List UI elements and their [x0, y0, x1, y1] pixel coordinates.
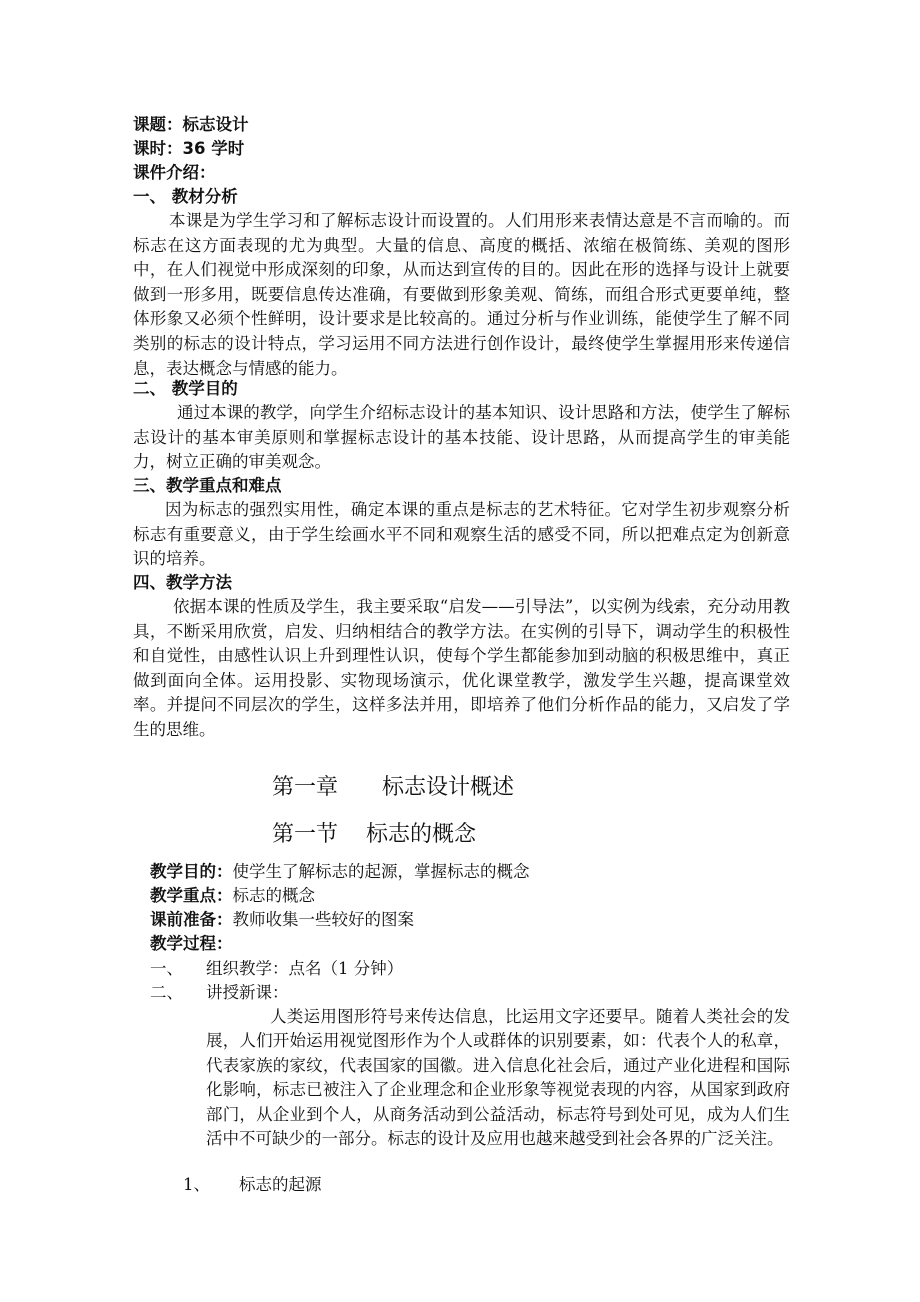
section-heading-2: 二、 教学目的 [133, 379, 238, 398]
step-text: 讲授新课： [206, 983, 289, 1002]
process-step-2 [150, 981, 289, 1005]
key-label: 教学重点： [150, 886, 233, 905]
subitem-number: 1、 [183, 1175, 210, 1194]
section-body-3: 因为标志的强烈实用性，确定本课的重点是标志的艺术特征。它对学生初步观察分析标志有重要意义，由于学生绘画水平不同和观察生活的感受不同，所以把难点定为创新意识的培养。 [133, 500, 790, 569]
prep-line [150, 908, 810, 932]
step-number: 一、 [150, 959, 183, 978]
section-title [272, 820, 476, 850]
section-body-2: 通过本课的教学，向学生介绍标志设计的基本知识、设计思路和方法，使学生了解标志设计的基本审美原则和掌握标志设计的基本技能、设计思路，从而提高学生的审美能力，树立正确的审美观念。 [133, 403, 790, 472]
hours-value: 36 学时 [182, 139, 245, 158]
step-text: 组织教学：点名（1 分钟） [206, 959, 404, 978]
prep-label: 课前准备： [150, 910, 233, 929]
goal-value: 使学生了解标志的起源，掌握标志的概念 [232, 862, 530, 881]
topic-value: 标志设计 [182, 115, 249, 134]
subitem-text: 标志的起源 [239, 1175, 322, 1194]
hours-line [133, 137, 793, 161]
process-step-1 [150, 957, 403, 981]
section-name: 标志的概念 [366, 822, 477, 847]
step-number: 二、 [150, 983, 183, 1002]
intro-label: 课件介绍： [133, 163, 216, 182]
section-heading-4: 四、教学方法 [133, 573, 232, 592]
chapter-title [272, 773, 514, 803]
hours-label: 课时： [133, 139, 183, 158]
section-body-1: 本课是为学生学习和了解标志设计而设置的。人们用形来表情达意是不言而喻的。而标志在这方面表现的尤为典型。大量的信息、高度的概括、浓缩在极简练、美观的图形中，在人们视觉中形成深刻的印象，从而达到宣传的目的。因此在形的选择与设计上就要做到一形多用，既要信息传达准确，有要做到形象美观、简练，而组合形式更要单纯，整体形象又必须个性鲜明，设计要求是比较高的。通过分析与作业训练，能使学生了解不同类别的标志的设计特点，学习运用不同方法进行创作设计，最终使学生掌握用形来传递信息，表达概念与情感的能力。 [133, 211, 790, 378]
topic-label: 课题： [133, 115, 183, 134]
goal-line [150, 860, 810, 884]
key-value: 标志的概念 [232, 886, 315, 905]
topic-line [133, 113, 793, 137]
prep-value: 教师收集一些较好的图案 [232, 910, 414, 929]
key-line [150, 884, 810, 908]
chapter-name: 标志设计概述 [382, 775, 515, 800]
process-label: 教学过程： [150, 934, 233, 953]
section-heading-3: 三、教学重点和难点 [133, 476, 282, 495]
section-number: 第一节 [272, 822, 339, 847]
section-body-4: 依据本课的性质及学生，我主要采取“启发——引导法”，以实例为线索，充分动用教具，不断采用欣赏，启发、归纳相结合的教学方法。在实例的引导下，调动学生的积极性和自觉性，由感性认识上升到理性认识，使每个学生都能参加到动脑的积极思维中，真正做到面向全体。运用投影、实物现场演示，优化课堂教学，激发学生兴趣，提高课堂效率。并提问不同层次的学生，这样多法并用，即培养了他们分析作品的能力，又启发了学生的思维。 [133, 597, 790, 739]
new-lesson-body: 人类运用图形符号来传达信息，比运用文字还要早。随着人类社会的发展，人们开始运用视觉图形作为个人或群体的识别要素，如：代表个人的私章，代表家族的家纹，代表国家的国徽。进入信息化社会后，通过产业化进程和国际化影响，标志已被注入了企业理念和企业形象等视觉表现的内容，从国家到政府部门，从企业到个人，从商务活动到公益活动，标志符号到处可见，成为人们生活中不可缺少的一部分。标志的设计及应用也越来越受到社会各界的广泛关注。 [206, 1007, 790, 1149]
subitem-origin [183, 1173, 322, 1197]
section-heading-1: 一、 教材分析 [133, 187, 238, 206]
goal-label: 教学目的： [150, 862, 233, 881]
chapter-number: 第一章 [272, 775, 339, 800]
